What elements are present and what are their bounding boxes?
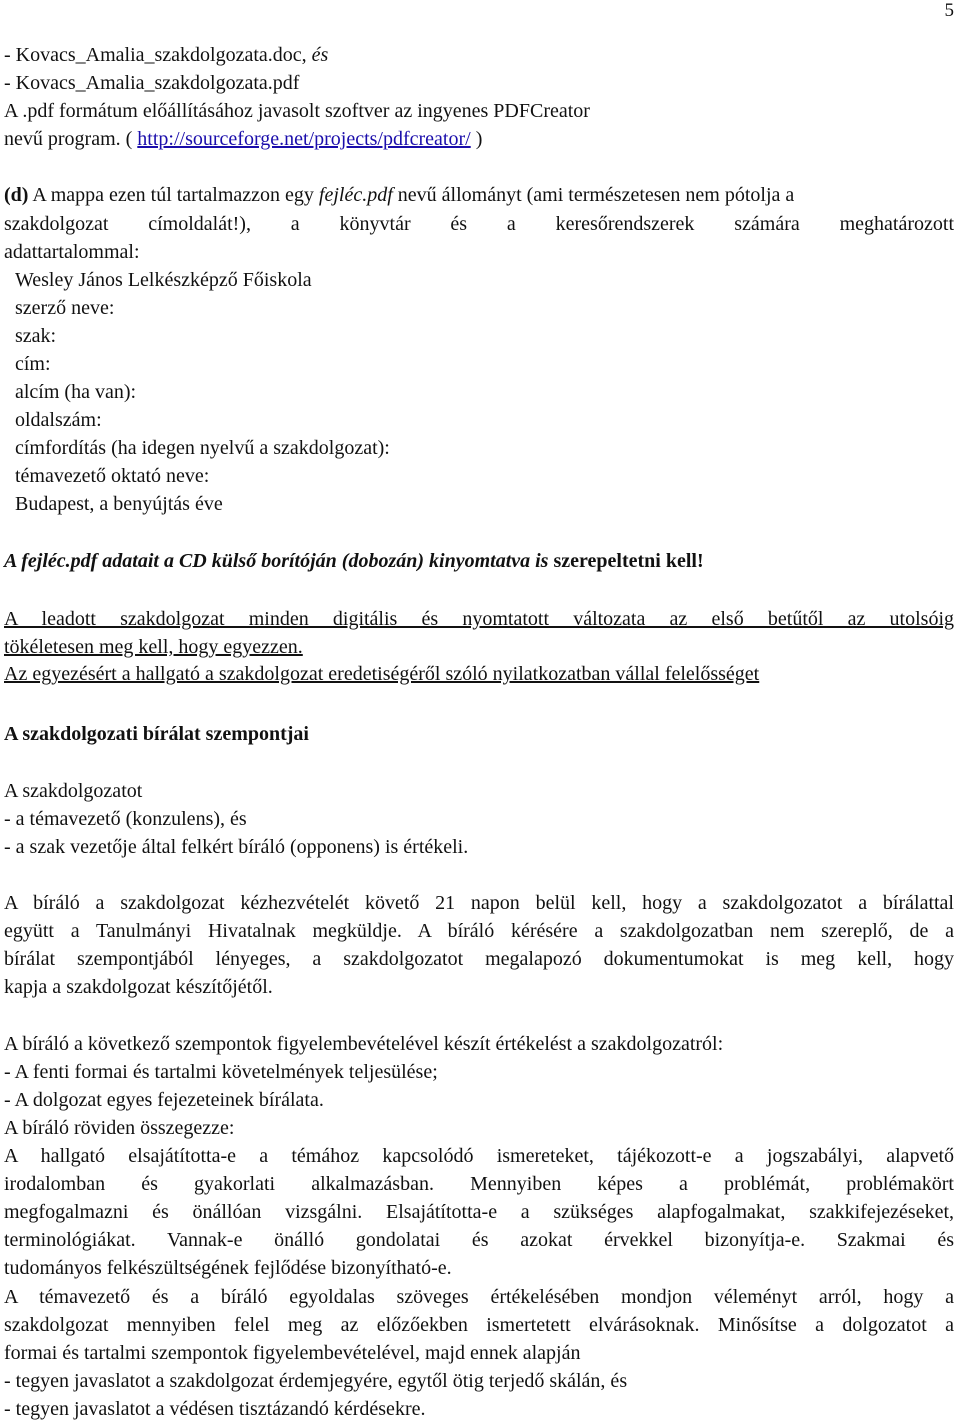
pdf-tool-line1: A .pdf formátum előállításához javasolt szoftver az ingyenes PDFCreator: [4, 100, 590, 122]
criteria-line: - A fenti formai és tartalmi követelmények teljesülése;: [4, 1061, 438, 1083]
deadline-line: bírálat szempontjából lényeges, a szakdolgozatot megalapozó dokumentumokat is meg kell, hogy: [4, 948, 954, 970]
evaluators-line: - a témavezető (konzulens), és: [4, 808, 247, 830]
digital-note-line1: A leadott szakdolgozat minden digitális és nyomtatott változata az első betűtől az utolsóig: [4, 608, 954, 630]
section-d-text2: nevű állományt (ami természetesen nem pótolja a: [392, 184, 795, 206]
section-d-line3: adattartalommal:: [4, 241, 140, 263]
evaluators-line: - a szak vezetője által felkért bíráló (opponens) is értékeli.: [4, 836, 469, 858]
pdf-tool-line2: [4, 126, 482, 152]
cd-note: [4, 548, 704, 574]
cd-note-italic: A fejléc.pdf adatait a CD külső borítóján (dobozán) kinyomtatva is: [4, 550, 549, 572]
pdfcreator-link[interactable]: http://sourceforge.net/projects/pdfcreator/: [137, 128, 471, 150]
deadline-line: A bíráló a szakdolgozat kézhezvételét követő 21 napon belül kell, hogy a szakdolgozatot a bírálattal: [4, 892, 954, 914]
header-field: cím:: [15, 353, 51, 375]
final-line: - tegyen javaslatot a védésen tisztázandó kérdésekre.: [4, 1398, 426, 1420]
page-number: 5: [944, 0, 954, 21]
section-d-label: (d): [4, 184, 29, 206]
digital-note-line2: tökéletesen meg kell, hogy egyezzen.: [4, 636, 303, 658]
criteria-line: A bíráló a következő szempontok figyelembevételével készít értékelést a szakdolgozatról:: [4, 1033, 724, 1055]
file-pdf-line: - Kovacs_Amalia_szakdolgozata.pdf: [4, 72, 300, 94]
final-line: formai és tartalmi szempontok figyelembevételével, majd ennek alapján: [4, 1342, 581, 1364]
file-doc-line: [4, 42, 328, 68]
fejlec-filename: fejléc.pdf: [318, 184, 393, 206]
pdf-tool-prefix: nevű program. (: [4, 128, 138, 150]
header-field: Wesley János Lelkészképző Főiskola: [15, 269, 312, 291]
header-field: címfordítás (ha idegen nyelvű a szakdolgozat):: [15, 437, 390, 459]
cd-note-plain: szerepeltetni kell!: [548, 550, 704, 572]
summary-line: A hallgató elsajátította-e a témához kapcsolódó ismereteket, tájékozott-e a jogszabályi, alapvető: [4, 1145, 954, 1167]
section-d-line1: [4, 182, 794, 208]
final-line: A témavezető és a bíráló egyoldalas szöveges értékelésében mondjon véleményt arról, hogy a: [4, 1286, 954, 1308]
header-field: oldalszám:: [15, 409, 102, 431]
file-doc-text: - Kovacs_Amalia_szakdolgozata.doc,: [4, 44, 312, 66]
criteria-line: - A dolgozat egyes fejezeteinek bírálata.: [4, 1089, 324, 1111]
header-field: témavezető oktató neve:: [15, 465, 210, 487]
review-title: A szakdolgozati bírálat szempontjai: [4, 723, 309, 745]
header-field: szerző neve:: [15, 297, 115, 319]
header-field: alcím (ha van):: [15, 381, 137, 403]
summary-line: tudományos felkészültségének fejlődése bizonyítható-e.: [4, 1257, 452, 1279]
pdf-tool-suffix: ): [470, 128, 483, 150]
header-field: szak:: [15, 325, 57, 347]
final-line: - tegyen javaslatot a szakdolgozat érdemjegyére, egytől ötig terjedő skálán, és: [4, 1370, 628, 1392]
final-line: szakdolgozat mennyiben felel meg az előzőekben ismertetett elvárásoknak. Minősítse a dolgozatot a: [4, 1314, 954, 1336]
deadline-line: kapja a szakdolgozat készítőjétől.: [4, 976, 273, 998]
evaluators-line: A szakdolgozatot: [4, 780, 143, 802]
section-d-text1: A mappa ezen túl tartalmazzon egy: [28, 184, 319, 206]
digital-note-line3: Az egyezésért a hallgató a szakdolgozat eredetiségéről szóló nyilatkozatban vállal felelősséget: [4, 663, 760, 685]
section-d-line2: szakdolgozat címoldalát!), a könyvtár és a keresőrendszerek számára meghatározott: [4, 213, 954, 235]
deadline-line: együtt a Tanulmányi Hivatalnak megküldje. A bíráló kérésére a szakdolgozatban nem szereplő, de a: [4, 920, 954, 942]
summary-line: terminológiákat. Vannak-e önálló gondolatai és azokat érvekkel bizonyítja-e. Szakmai és: [4, 1229, 954, 1251]
criteria-line: A bíráló röviden összegezze:: [4, 1117, 235, 1139]
summary-line: irodalomban és gyakorlati alkalmazásban. Mennyiben képes a problémát, problémakört: [4, 1173, 954, 1195]
file-doc-es: és: [311, 44, 329, 66]
summary-line: megfogalmazni és önállóan vizsgálni. Elsajátította-e a szükséges alapfogalmakat, szakkifejezéseket,: [4, 1201, 954, 1223]
header-field: Budapest, a benyújtás éve: [15, 493, 223, 515]
